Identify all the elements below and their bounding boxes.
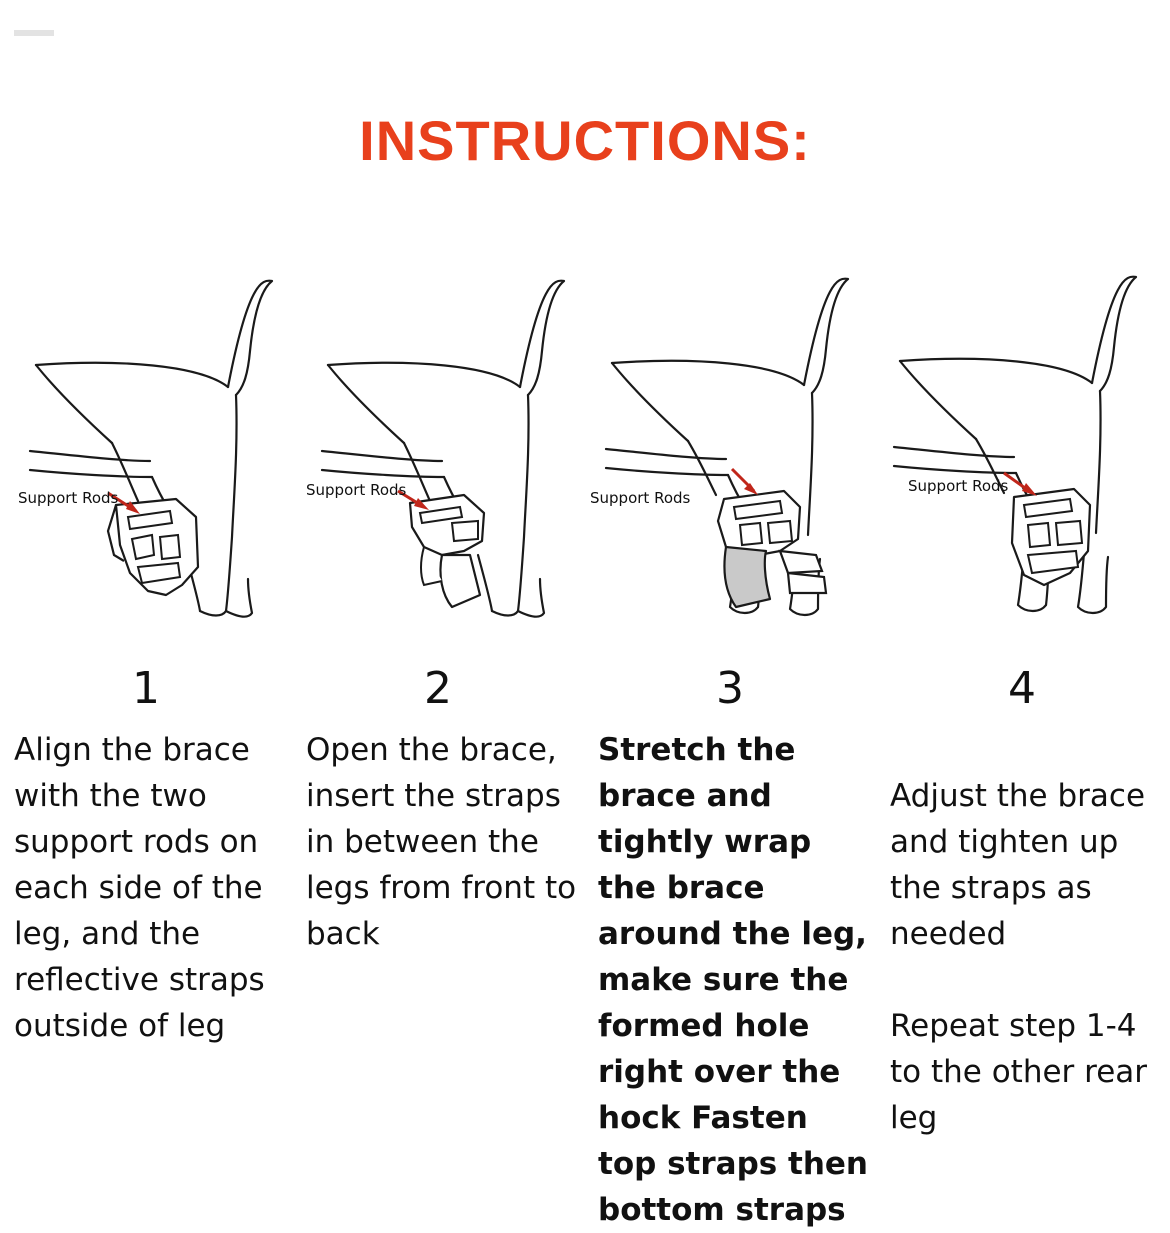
support-rods-label: Support Rods	[306, 481, 407, 499]
step-1-number: 1	[132, 663, 160, 714]
dog-leg-drawing-4	[876, 255, 1168, 655]
step-1-text: Align the brace with the two support rods on each side of the leg, and the reflective straps outside of leg	[14, 732, 265, 1044]
step-3	[584, 255, 876, 1233]
dog-leg-drawing-1	[0, 255, 292, 655]
step-4	[876, 255, 1168, 1187]
step-4-illustration	[876, 255, 1168, 655]
step-4-text	[876, 727, 1168, 1187]
step-3-illustration	[584, 255, 876, 655]
brace-graphic-4	[1012, 489, 1090, 585]
steps-row	[0, 255, 1170, 1233]
step-3-text: Stretch the brace and tightly wrap the brace around the leg, make sure the formed hole right over the hock Fasten top straps then bottom straps	[598, 732, 868, 1228]
step-2-text: Open the brace, insert the straps in between the legs from front to back	[306, 732, 577, 952]
step-4-text-part1: Adjust the brace and tighten up the straps as needed	[890, 778, 1146, 952]
brace-graphic-1	[108, 499, 198, 595]
brace-graphic-2	[410, 495, 484, 607]
step-2-number: 2	[424, 663, 452, 714]
dog-leg-drawing-2	[292, 255, 584, 655]
support-rods-arrow-4	[1004, 473, 1037, 496]
step-4-number: 4	[1008, 663, 1036, 714]
dog-leg-drawing-3	[584, 255, 876, 655]
support-rods-label: Support Rods	[18, 489, 119, 507]
step-1-illustration	[0, 255, 292, 655]
step-3-number: 3	[716, 663, 744, 714]
step-2	[292, 255, 584, 957]
step-1	[0, 255, 292, 1049]
support-rods-label: Support Rods	[908, 477, 1009, 495]
step-2-illustration	[292, 255, 584, 655]
corner-mark	[14, 30, 54, 36]
support-rods-label: Support Rods	[590, 489, 691, 507]
step-4-text-part2: Repeat step 1-4 to the other rear leg	[890, 1008, 1148, 1136]
page-title: INSTRUCTIONS:	[359, 109, 811, 172]
